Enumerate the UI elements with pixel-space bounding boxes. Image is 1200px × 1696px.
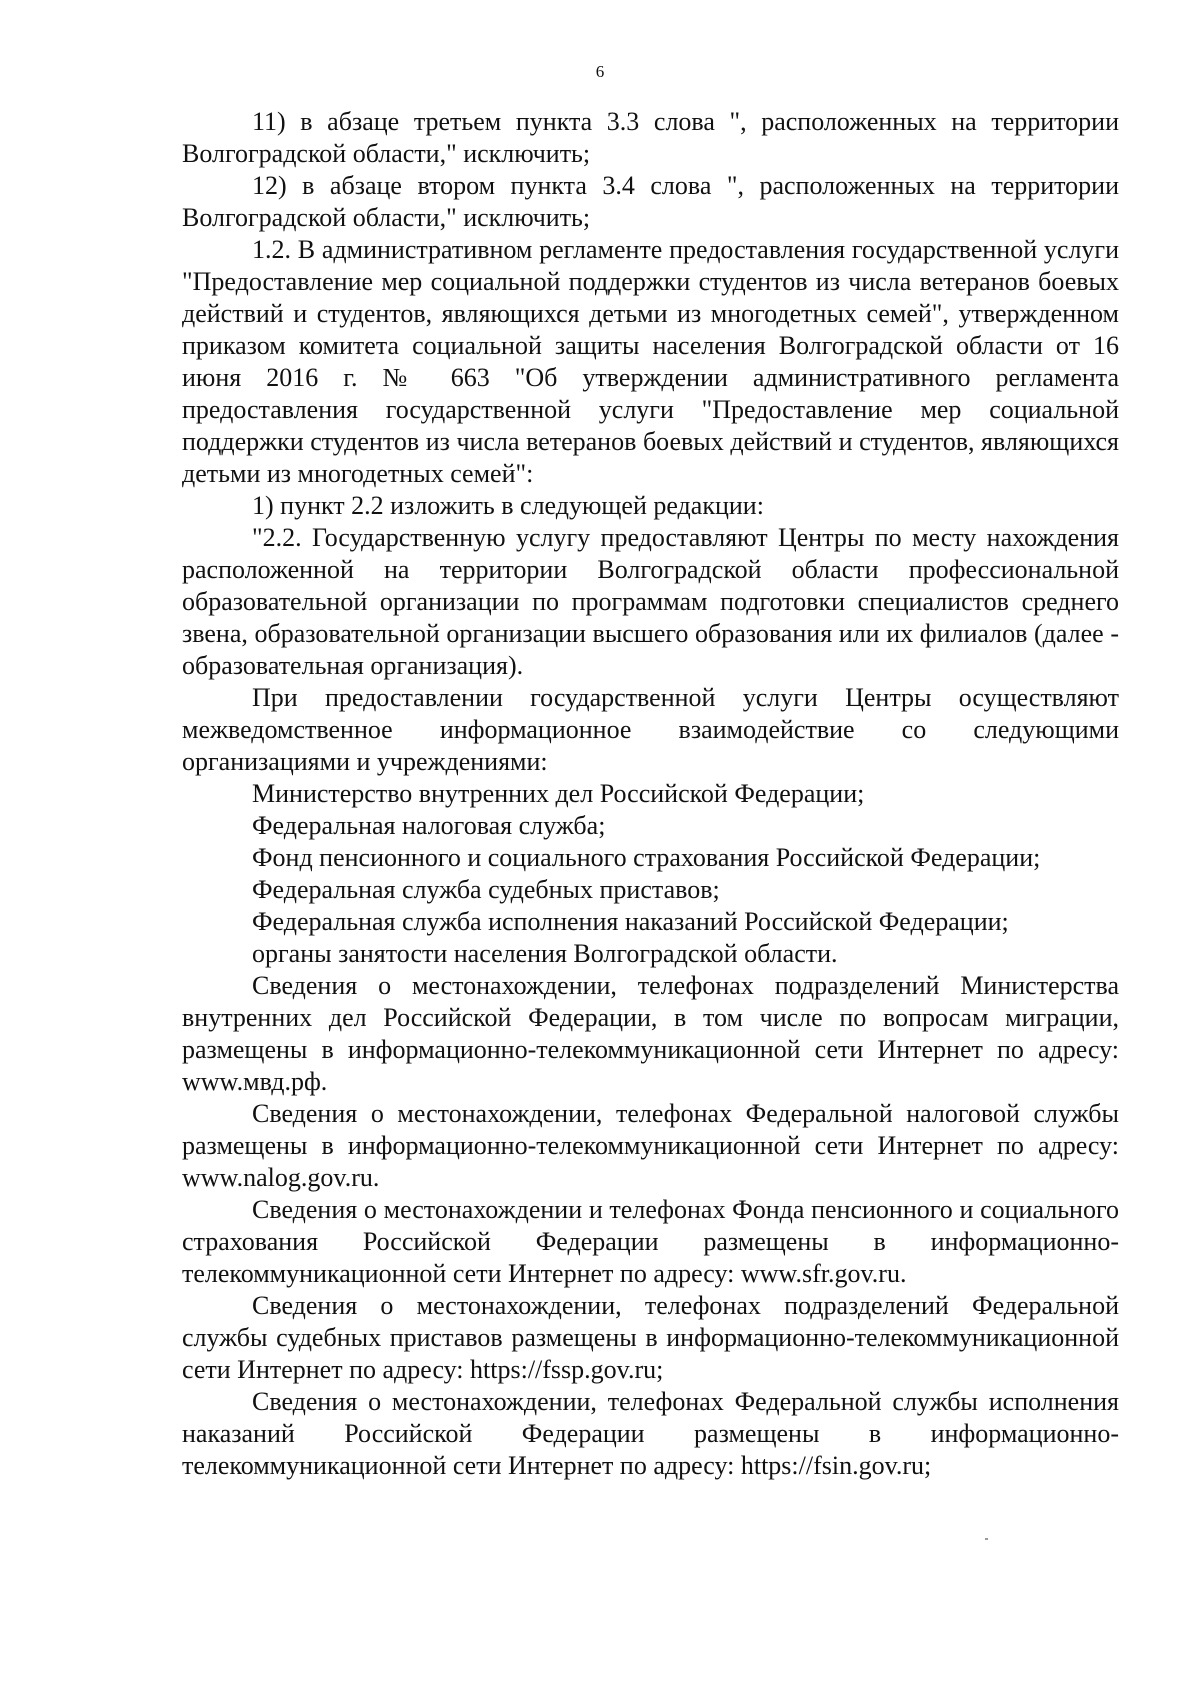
paragraph-info-nalog: Сведения о местонахождении, телефонах Федеральной налоговой службы размещены в информационно-телекоммуникационной сети Интернет по адресу: www.nalog.gov.ru. [182,1099,1119,1192]
paragraph-interagency-intro: При предоставлении государственной услуги Центры осуществляют межведомственное информационное взаимодействие со следующими организациями и учреждениями: [182,683,1119,776]
page-number: 6 [595,62,605,81]
paragraph-info-sfr: Сведения о местонахождении и телефонах Фонда пенсионного и социального страхования Российской Федерации размещены в информационно-телекоммуникационной сети Интернет по адресу: www.sfr.gov.ru. [182,1195,1119,1288]
paragraph-info-mvd: Сведения о местонахождении, телефонах подразделений Министерства внутренних дел Российской Федерации, в том числе по вопросам миграции, размещены в информационно-телекоммуникационной сети Интернет по адресу: www.мвд.рф. [182,971,1119,1096]
paragraph-item-11: 11) в абзаце третьем пункта 3.3 слова ", расположенных на территории Волгоградской области," исключить; [182,107,1119,168]
list-item-sfr: Фонд пенсионного и социального страхования Российской Федерации; [252,843,1041,872]
scan-artifact [985,1538,988,1540]
list-item-tax-service: Федеральная налоговая служба; [252,811,606,840]
list-item-employment: органы занятости населения Волгоградской области. [252,939,838,968]
paragraph-info-fssp: Сведения о местонахождении, телефонах подразделений Федеральной службы судебных приставов размещены в информационно-телекоммуникационной сети Интернет по адресу: https://fssp.gov.ru; [182,1291,1119,1384]
paragraph-info-fsin: Сведения о местонахождении, телефонах Федеральной службы исполнения наказаний Российской Федерации размещены в информационно-телекоммуникационной сети Интернет по адресу: https://fsin.gov.ru; [182,1387,1119,1480]
list-item-bailiffs: Федеральная служба судебных приставов; [252,875,720,904]
paragraph-subitem-1: 1) пункт 2.2 изложить в следующей редакции: [252,491,764,520]
paragraph-item-12: 12) в абзаце втором пункта 3.4 слова ", расположенных на территории Волгоградской области," исключить; [182,171,1119,232]
document-body [182,106,1119,1482]
list-item-mvd: Министерство внутренних дел Российской Федерации; [252,779,865,808]
paragraph-section-1-2: 1.2. В административном регламенте предоставления государственной услуги "Предоставление мер социальной поддержки студентов из числа ветеранов боевых действий и студентов, являющихся детьми из многодетных семей", утвержденном приказом комитета социальной защиты населения Волгоградской области от 16 июня 2016 г. № 663 "Об утверждении административного регламента предоставления государственной услуги "Предоставление мер социальной поддержки студентов из числа ветеранов боевых действий и студентов, являющихся детьми из многодетных семей": [182,235,1119,488]
paragraph-clause-2-2: "2.2. Государственную услугу предоставляют Центры по месту нахождения расположенной на территории Волгоградской области профессиональной образовательной организации по программам подготовки специалистов среднего звена, образовательной организации высшего образования или их филиалов (далее - образовательная организация). [182,523,1119,680]
list-item-penitentiary: Федеральная служба исполнения наказаний Российской Федерации; [252,907,1009,936]
